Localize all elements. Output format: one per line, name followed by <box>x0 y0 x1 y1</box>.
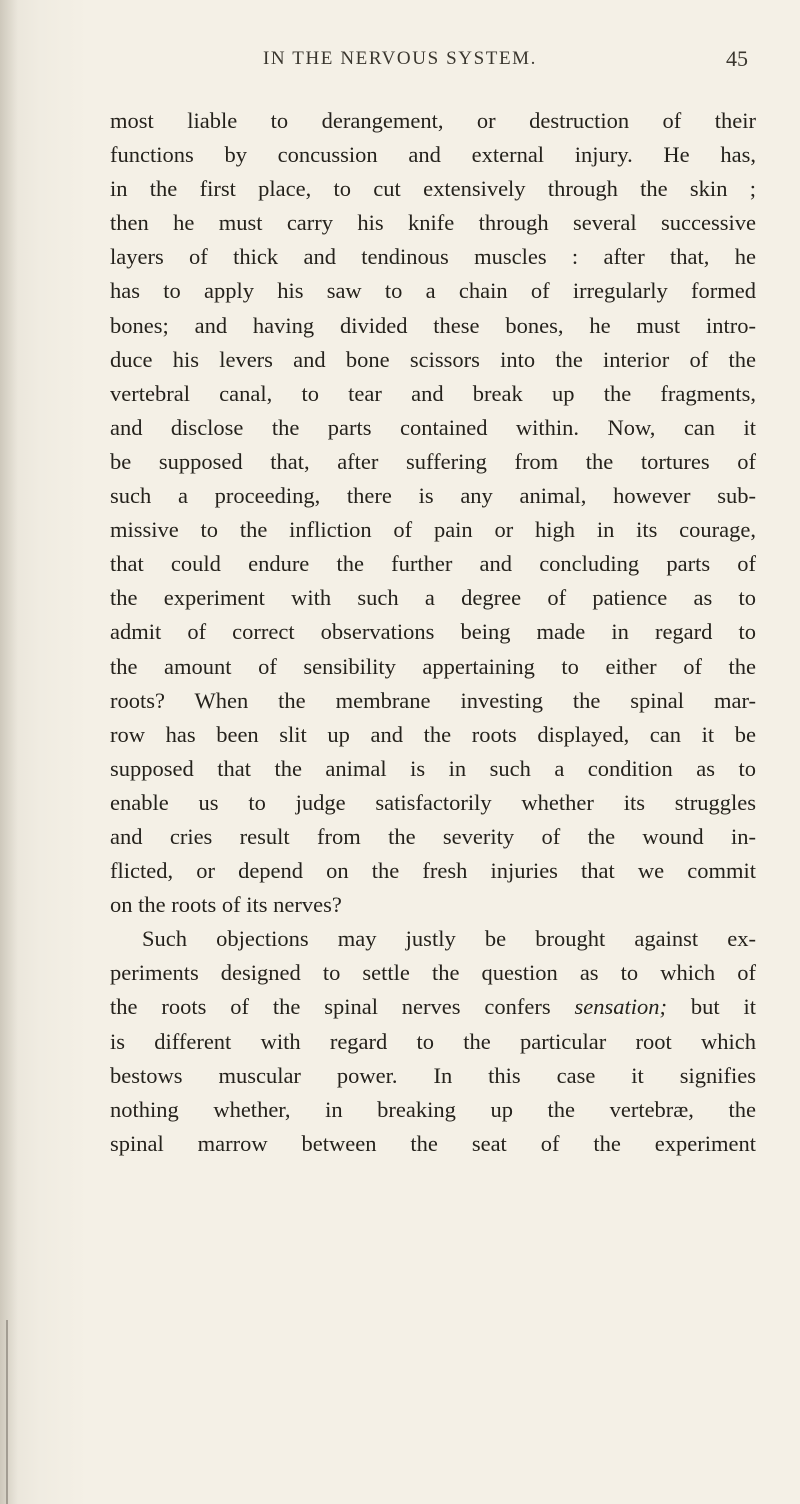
text-run: the roots of the spinal nerves confers <box>110 994 575 1020</box>
text-line: enable us to judge satisfactorily whether its struggles <box>110 789 756 815</box>
text-line-with-italic <box>110 990 756 1024</box>
text-line: duce his levers and bone scissors into the interior of the <box>110 346 756 372</box>
text-line: functions by concussion and external injury. He has, <box>110 142 756 168</box>
text-line: most liable to derangement, or destruction of their <box>110 108 756 133</box>
text-line: on the roots of its nerves? <box>110 892 342 918</box>
text-line: missive to the infliction of pain or high in its courage, <box>110 517 756 543</box>
text-line: the experiment with such a degree of patience as to <box>110 585 756 611</box>
text-line: row has been slit up and the roots displayed, can it be <box>110 721 756 747</box>
text-line: has to apply his saw to a chain of irregularly formed <box>110 278 756 304</box>
text-line: admit of correct observations being made in regard to <box>110 619 756 645</box>
text-line: bones; and having divided these bones, he must intro- <box>110 312 756 338</box>
gutter-shadow <box>0 0 18 1504</box>
page-number: 45 <box>726 46 748 71</box>
running-title: IN THE NERVOUS SYSTEM. <box>262 48 537 69</box>
text-line: Such objections may justly be brought against ex- <box>142 926 756 952</box>
italic-term: sensation; <box>574 994 667 1020</box>
body-text <box>110 104 756 1161</box>
text-line: spinal marrow between the seat of the experiment <box>110 1130 756 1156</box>
text-line: roots? When the membrane investing the spinal mar- <box>110 687 756 713</box>
text-line: and cries result from the severity of the wound in- <box>110 823 756 849</box>
text-line: and disclose the parts contained within. Now, can it <box>110 414 756 440</box>
text-line: bestows muscular power. In this case it signifies <box>110 1062 756 1088</box>
text-run: but it <box>667 994 756 1020</box>
text-line: flicted, or depend on the fresh injuries that we commit <box>110 858 756 884</box>
text-line: in the first place, to cut extensively through the skin ; <box>110 176 756 202</box>
text-line: then he must carry his knife through several successive <box>110 210 756 236</box>
text-line: vertebral canal, to tear and break up the fragments, <box>110 380 756 406</box>
text-line: such a proceeding, there is any animal, however sub- <box>110 483 756 509</box>
text-line: is different with regard to the particular root which <box>110 1028 756 1054</box>
text-line: nothing whether, in breaking up the vertebræ, the <box>110 1096 756 1122</box>
text-line: layers of thick and tendinous muscles : after that, he <box>110 244 756 270</box>
text-line: the amount of sensibility appertaining to either of the <box>110 653 756 679</box>
text-line: be supposed that, after suffering from the tortures of <box>110 448 756 474</box>
binding-edge <box>6 1320 8 1504</box>
text-line: supposed that the animal is in such a condition as to <box>110 755 756 781</box>
paragraph-2 <box>110 922 756 1161</box>
text-line: that could endure the further and concluding parts of <box>110 551 756 577</box>
paragraph-1 <box>110 104 756 922</box>
text-line: periments designed to settle the question as to which of <box>110 960 756 986</box>
running-head <box>0 44 800 84</box>
